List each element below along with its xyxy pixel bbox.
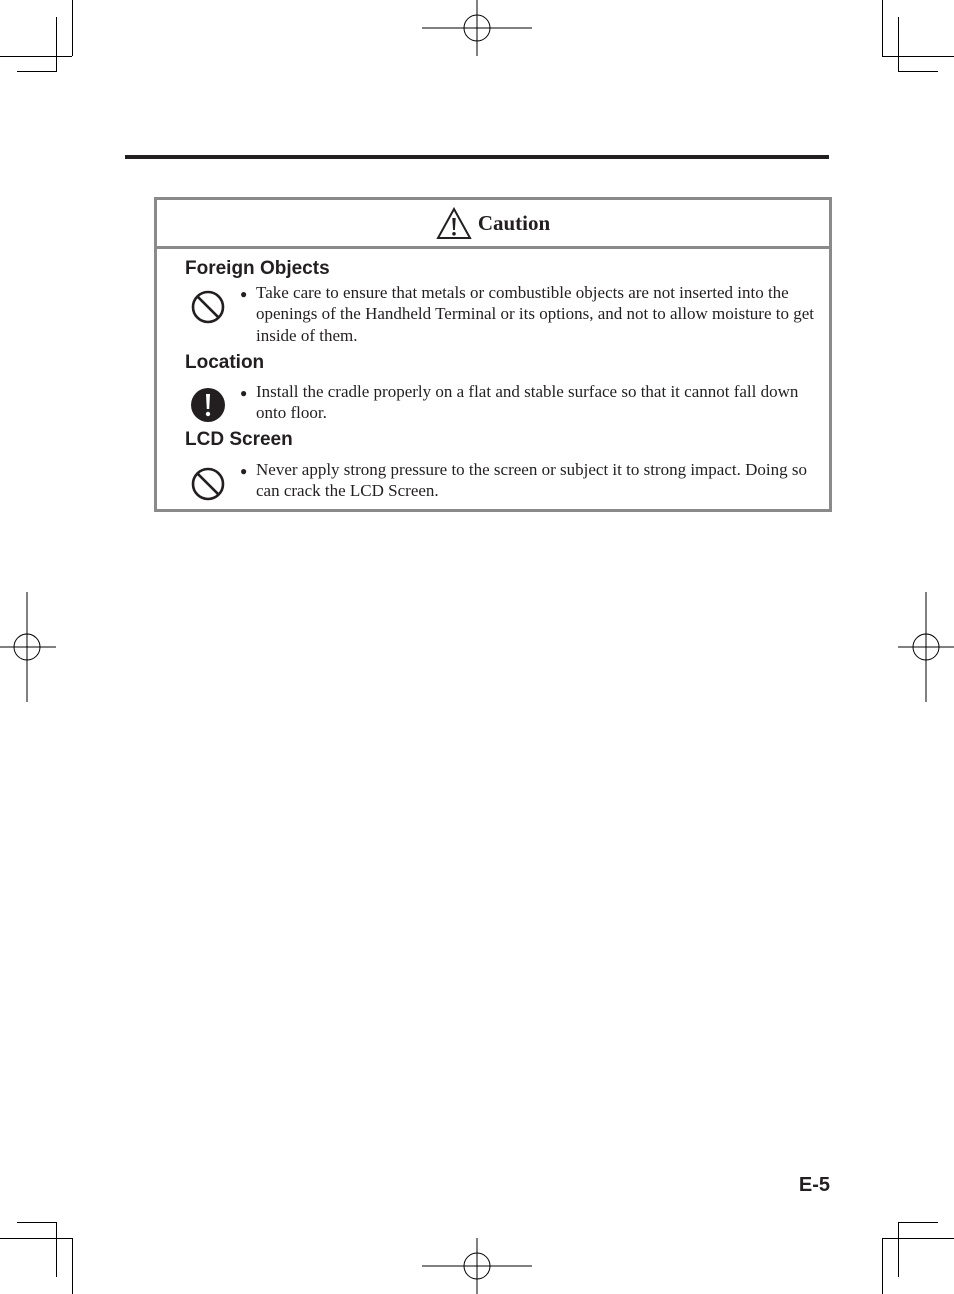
crop-mark bbox=[898, 1222, 938, 1223]
bullet: ● bbox=[240, 287, 248, 301]
crop-mark bbox=[882, 56, 954, 57]
bullet: ● bbox=[240, 386, 248, 400]
crop-mark bbox=[882, 0, 883, 56]
registration-mark bbox=[0, 592, 56, 702]
prohibition-icon bbox=[190, 466, 226, 502]
section-text-lcd-screen: Never apply strong pressure to the screen or subject it to strong impact. Doing so can crack the LCD Screen. bbox=[256, 460, 807, 501]
crop-mark bbox=[882, 1238, 883, 1294]
crop-mark bbox=[72, 0, 73, 56]
registration-mark bbox=[898, 592, 954, 702]
prohibition-icon bbox=[190, 289, 226, 325]
page-number: E-5 bbox=[798, 1174, 830, 1196]
warning-triangle-icon bbox=[436, 207, 472, 240]
section-text-foreign-objects: Take care to ensure that metals or combustible objects are not inserted into the openings of the Handheld Terminal or its options, and not to allow moisture to get inside of them. bbox=[256, 283, 814, 345]
section-heading-foreign-objects: Foreign Objects bbox=[185, 258, 330, 279]
bullet: ● bbox=[240, 464, 248, 478]
crop-mark bbox=[17, 1222, 57, 1223]
crop-mark bbox=[0, 1238, 72, 1239]
mandatory-exclamation-icon bbox=[190, 387, 226, 423]
crop-mark bbox=[898, 71, 938, 72]
header-rule bbox=[125, 155, 829, 159]
registration-mark bbox=[422, 0, 532, 56]
caution-header bbox=[157, 200, 829, 249]
section-heading-location: Location bbox=[185, 352, 265, 373]
registration-mark bbox=[422, 1238, 532, 1294]
crop-mark bbox=[0, 56, 72, 57]
crop-mark bbox=[17, 71, 57, 72]
section-heading-lcd-screen: LCD Screen bbox=[185, 429, 293, 450]
crop-mark bbox=[898, 1222, 899, 1277]
crop-mark bbox=[882, 1238, 954, 1239]
caution-box bbox=[154, 197, 832, 512]
caution-title: Caution bbox=[477, 210, 551, 235]
crop-mark bbox=[898, 17, 899, 72]
crop-mark bbox=[56, 17, 57, 72]
crop-mark bbox=[72, 1238, 73, 1294]
section-text-location: Install the cradle properly on a flat and stable surface so that it cannot fall down onto floor. bbox=[256, 382, 799, 423]
crop-mark bbox=[56, 1222, 57, 1277]
